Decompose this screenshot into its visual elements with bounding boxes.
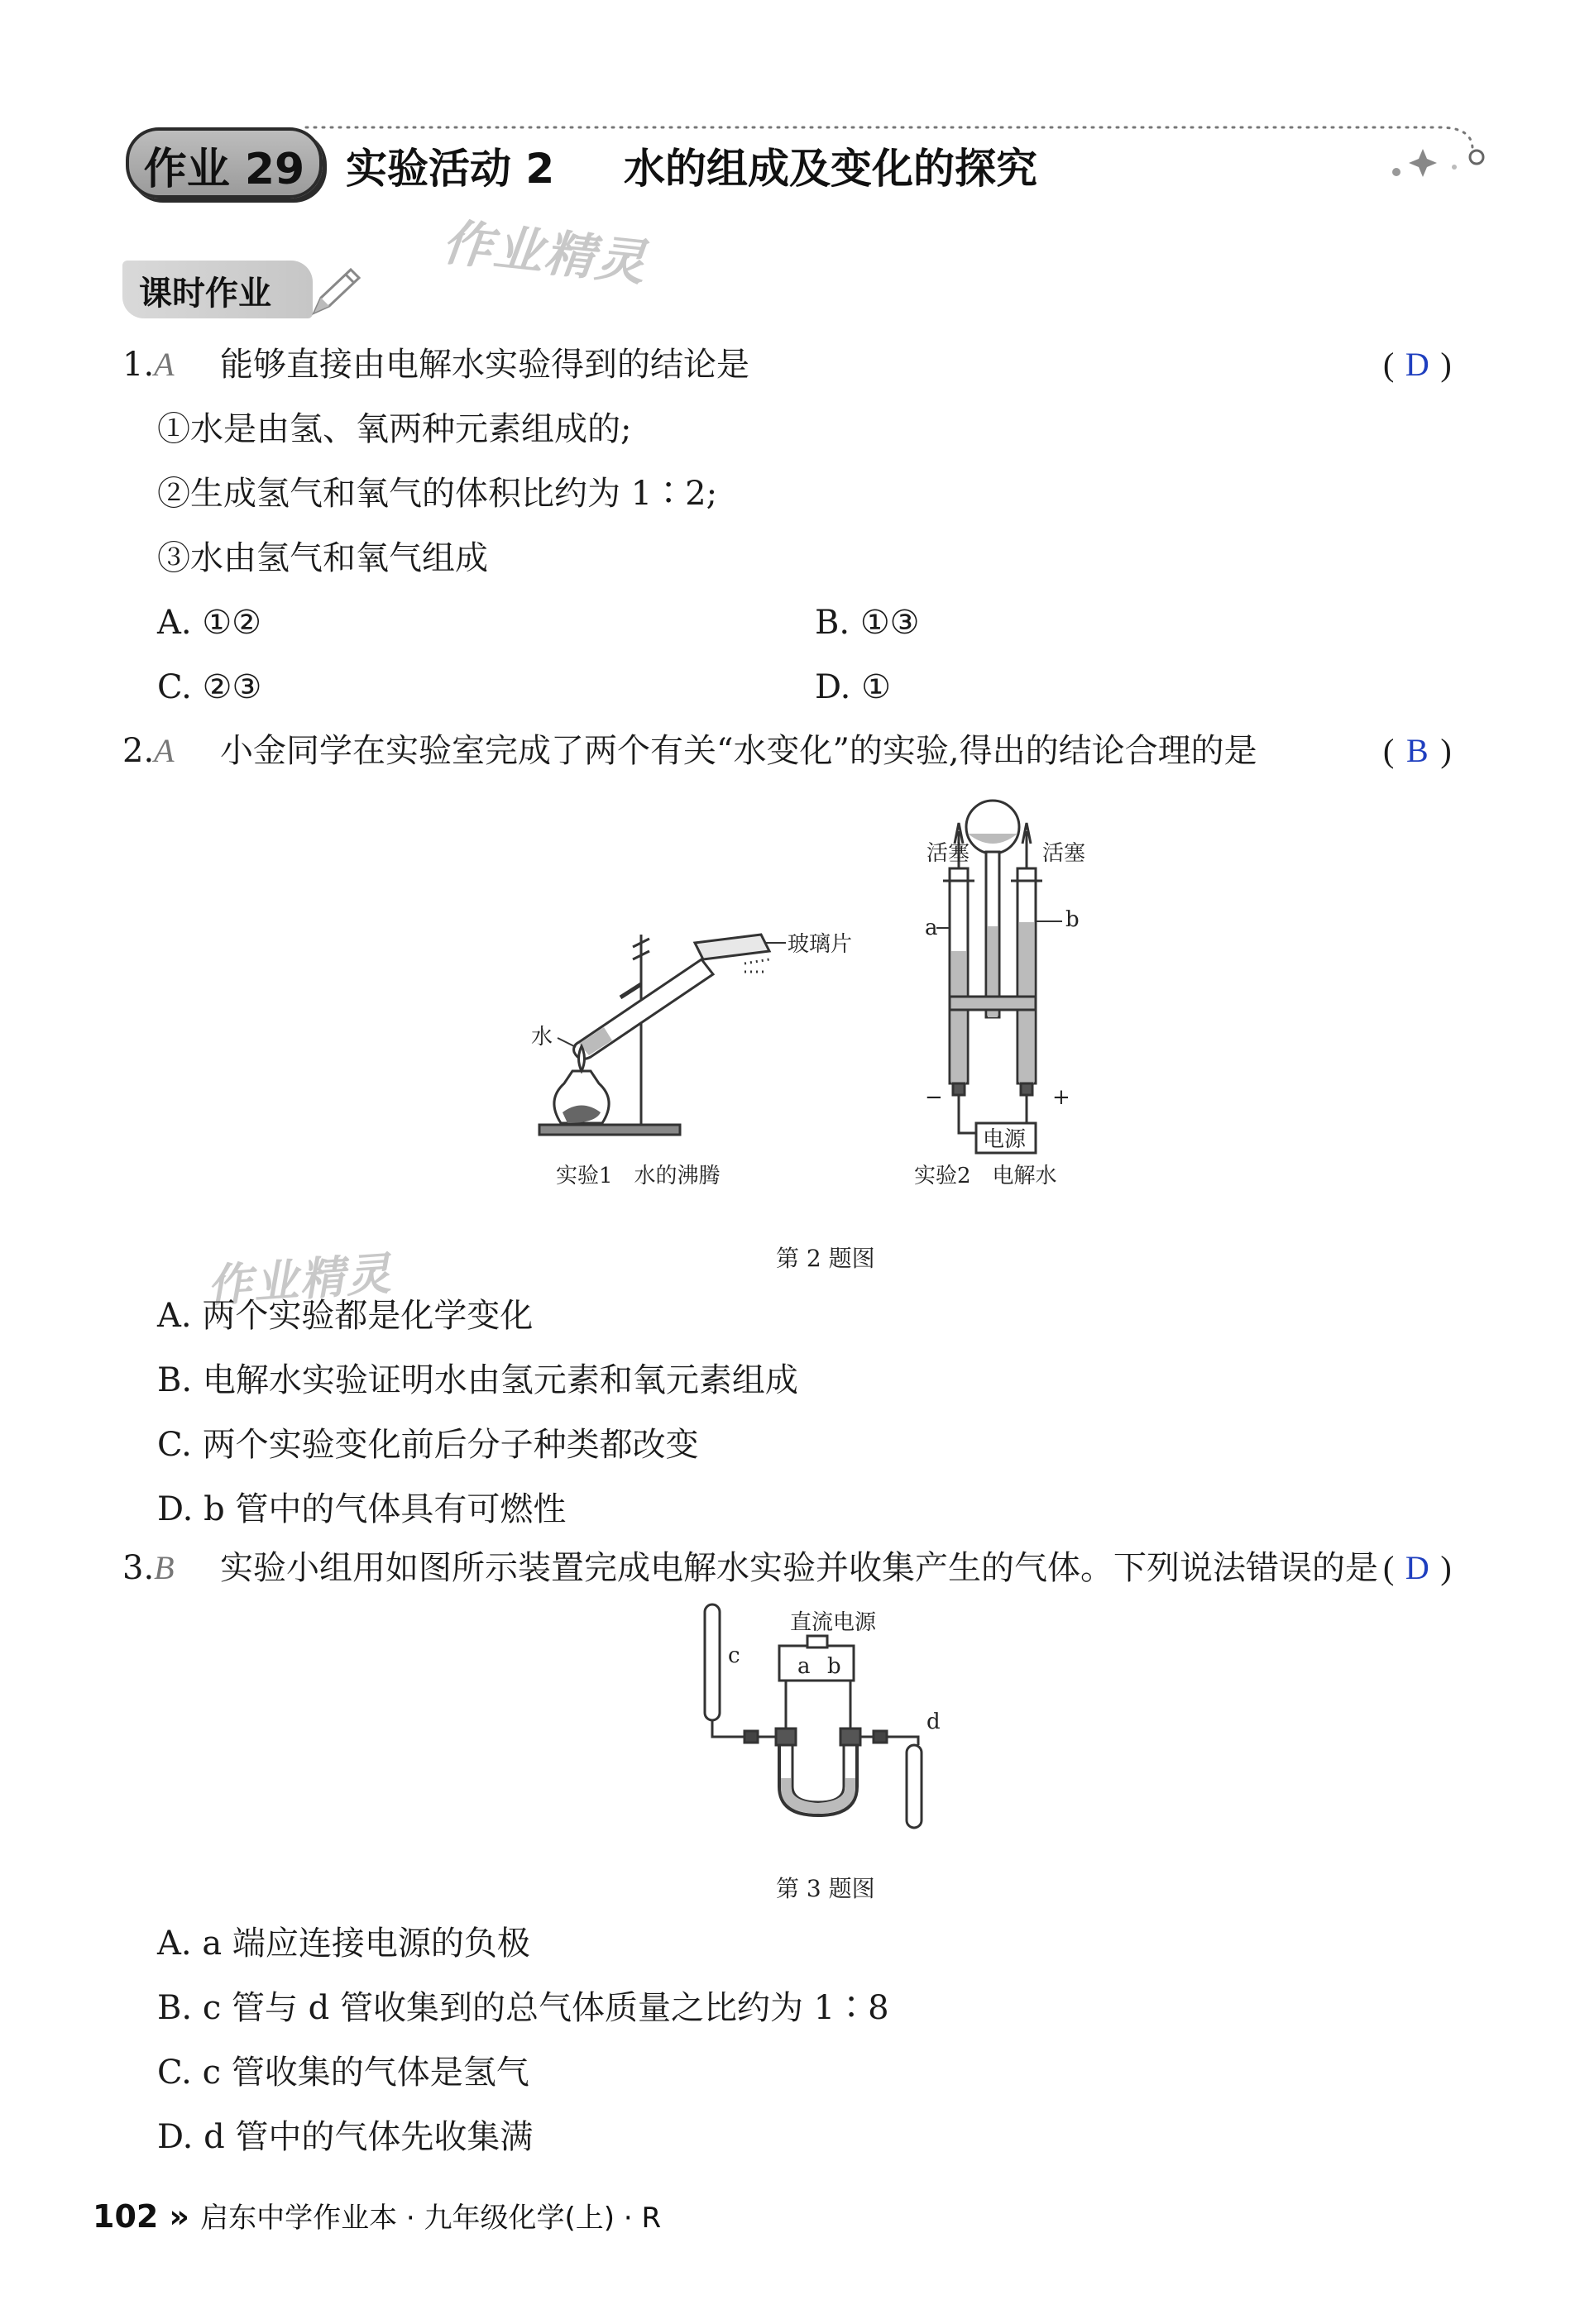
label-power-supply: 电源 (983, 1127, 1027, 1152)
option-c: C. ②③ (157, 668, 262, 706)
label-stopcock-right: 活塞 (1042, 841, 1086, 866)
difficulty-grade: B (154, 1549, 175, 1586)
q3-option-b: B. c 管与 d 管收集到的总气体质量之比约为 1∶8 (157, 1989, 889, 2027)
label-a: a (797, 1654, 811, 1679)
label-positive: + (1052, 1085, 1070, 1110)
difficulty-grade: A (154, 732, 175, 769)
experiment-1-apparatus (539, 935, 769, 1135)
statement-1: ①水是由氢、氧两种元素组成的; (157, 410, 632, 448)
q3-option-d: D. d 管中的气体先收集满 (157, 2118, 534, 2156)
question-2-stem: 小金同学在实验室完成了两个有关“水变化”的实验,得出的结论合理的是 (220, 732, 1257, 770)
answer-bracket-3: ( D ) (1383, 1549, 1452, 1586)
figure-3 (687, 1596, 951, 1836)
assignment-badge-label: 作业 29 (143, 145, 305, 194)
page-footer (93, 2195, 661, 2236)
page-title-part1: 实验活动 2 (346, 145, 555, 193)
q3-option-a: A. a 端应连接电源的负极 (157, 1925, 530, 1963)
q2-option-a: A. 两个实验都是化学变化 (157, 1297, 534, 1335)
figure-2-caption: 第 2 题图 (776, 1245, 875, 1272)
difficulty-grade: A (154, 346, 175, 383)
label-tube-b: b (1065, 907, 1080, 932)
q3-option-c: C. c 管收集的气体是氢气 (157, 2054, 529, 2092)
figure-2 (496, 786, 1158, 1199)
section-label: 课时作业 (139, 275, 271, 313)
label-c: c (728, 1643, 740, 1668)
page-number: 102 (93, 2198, 159, 2235)
question-number: 1. (122, 346, 155, 384)
label-water: 水 (531, 1025, 553, 1050)
statement-3: ③水由氢气和氧气组成 (157, 539, 488, 577)
answer-letter: D (1405, 1549, 1429, 1586)
caption-experiment-1: 实验1 水的沸腾 (556, 1164, 721, 1188)
q2-option-b: B. 电解水实验证明水由氢元素和氧元素组成 (157, 1361, 798, 1399)
section-label-box (122, 261, 313, 318)
label-stopcock-left: 活塞 (926, 841, 970, 866)
q2-option-d: D. b 管中的气体具有可燃性 (157, 1490, 567, 1528)
answer-letter: D (1405, 346, 1429, 383)
label-b: b (827, 1654, 841, 1679)
pencil-icon (306, 263, 364, 321)
answer-bracket-2: ( B ) (1383, 732, 1452, 769)
answer-bracket-1: ( D ) (1383, 346, 1452, 383)
book-title: 启东中学作业本 · 九年级化学(上) · R (200, 2202, 662, 2235)
caption-experiment-2: 实验2 电解水 (914, 1164, 1057, 1188)
option-b: B. ①③ (815, 604, 920, 642)
option-d: D. ① (815, 668, 891, 706)
question-1 (122, 343, 175, 386)
footer-arrows: » (169, 2198, 189, 2235)
label-d: d (926, 1710, 941, 1734)
statement-2: ②生成氢气和氧气的体积比约为 1∶2; (157, 475, 718, 513)
answer-letter: B (1405, 732, 1429, 769)
page-title-part2: 水的组成及变化的探究 (624, 145, 1037, 193)
label-tube-a: a (925, 916, 938, 940)
watermark-top: 作业精灵 (439, 213, 650, 293)
question-number: 2. (122, 732, 155, 770)
question-1-stem: 能够直接由电解水实验得到的结论是 (220, 346, 749, 384)
question-3 (122, 1547, 175, 1590)
label-dc-power: 直流电源 (790, 1610, 877, 1635)
option-a: A. ①② (157, 604, 262, 642)
label-negative: − (925, 1085, 943, 1110)
question-3-stem: 实验小组用如图所示装置完成电解水实验并收集产生的气体。下列说法错误的是 (220, 1549, 1378, 1587)
label-glass-slide: 玻璃片 (788, 932, 853, 957)
page-header (116, 116, 1506, 207)
figure-3-caption: 第 3 题图 (776, 1875, 875, 1902)
watermark-middle: 作业精灵 (205, 1247, 395, 1313)
question-number: 3. (122, 1549, 155, 1587)
q2-option-c: C. 两个实验变化前后分子种类都改变 (157, 1426, 699, 1464)
question-2 (122, 729, 175, 772)
assignment-badge (126, 127, 323, 198)
